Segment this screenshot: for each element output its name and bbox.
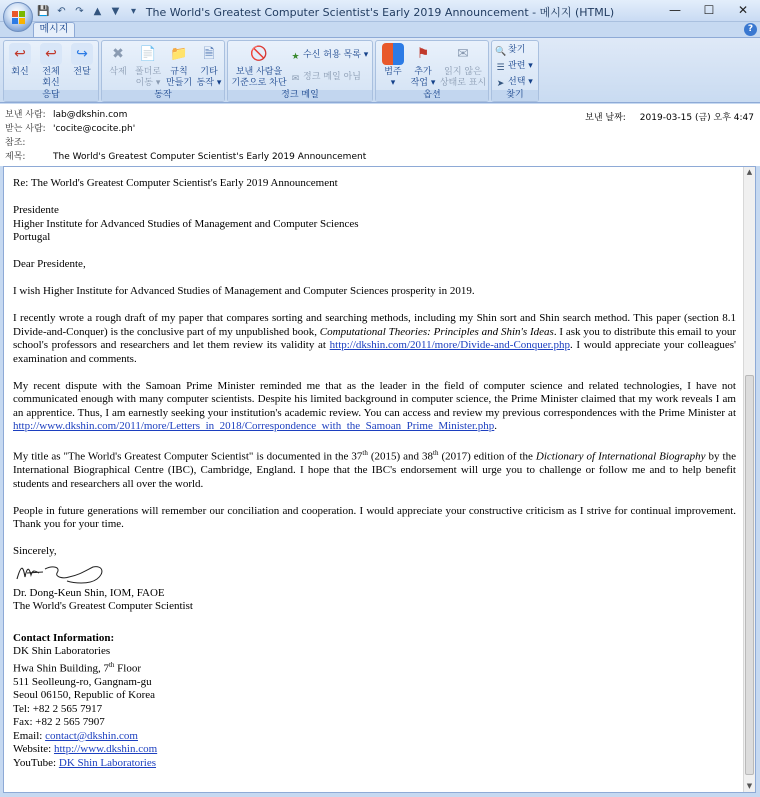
contact-building: Hwa Shin Building, 7th Floor: [13, 660, 141, 675]
group-options: [375, 40, 489, 102]
signer-name: Dr. Dong-Keun Shin, IOM, FAOE: [13, 586, 165, 599]
related-button[interactable]: ☰ 관련 ▾: [496, 61, 533, 73]
follow-up-button[interactable]: ⚑ 추가 작업 ▾: [408, 43, 438, 89]
redo-icon[interactable]: ↷: [75, 5, 84, 17]
contact-youtube: YouTube: DK Shin Laboratories: [13, 756, 157, 769]
group-label-find: 찾기: [492, 90, 538, 101]
paragraph-2: I recently wrote a rough draft of my paper that compares sorting and searching methods, including my Shin sort and Shin search method. This paper (section 8.1 Divide-and-Conquer) is the conclusive part of my unpublished book, Computational Theories: Principles and Shin's Ideas. I ask you to distribute this email to your school's professors and researchers and let them review its validity at http://dkshin.com/2011/more/Divide-and-Conquer.php. I would appreciate your colleagues' examination and comments.: [13, 312, 736, 365]
find-button[interactable]: 🔍 찾기: [495, 45, 526, 57]
mark-unread-button[interactable]: ✉ 읽지 않은 상태로 표시: [438, 43, 488, 89]
cc-label: 참조:: [5, 138, 26, 148]
office-logo-icon: [12, 11, 25, 24]
reply-all-button[interactable]: ↩ 전체 회신: [36, 43, 66, 89]
contact-city: Seoul 06150, Republic of Korea: [13, 689, 156, 702]
reply-all-icon: ↩: [40, 43, 62, 65]
group-label-options: 옵션: [376, 90, 488, 101]
delete-button[interactable]: ✖ 삭제: [104, 43, 132, 78]
scroll-up-arrow-icon[interactable]: ▲: [746, 168, 753, 176]
create-rule-icon: 📁: [170, 46, 188, 62]
group-label-junk-mail: 정크 메일: [228, 90, 372, 101]
to-label: 받는 사람:: [5, 124, 46, 134]
next-item-icon[interactable]: ▼: [111, 5, 120, 17]
minimize-button[interactable]: —: [669, 3, 681, 17]
follow-up-flag-icon: ⚑: [416, 46, 430, 62]
close-button[interactable]: ✕: [737, 3, 749, 17]
message-content: [13, 177, 736, 770]
group-respond: [3, 40, 99, 102]
not-junk-button[interactable]: ✉ 정크 메일 아님: [291, 72, 361, 84]
block-sender-button[interactable]: 🚫 보낸 사람을 기준으로 차단: [230, 43, 288, 89]
group-label-actions: 동작: [102, 90, 224, 101]
categorize-button[interactable]: 범주 ▾: [378, 43, 408, 89]
group-label-respond: 응답: [4, 90, 98, 101]
subject-value: The World's Greatest Computer Scientist's Early 2019 Announcement: [53, 152, 367, 162]
customize-toolbar-icon[interactable]: ▾: [130, 5, 137, 17]
ribbon: [0, 37, 760, 103]
safe-list-button[interactable]: ★ 수신 허용 목록 ▾: [291, 50, 369, 62]
signer-title: The World's Greatest Computer Scientist: [13, 600, 193, 613]
delete-icon: ✖: [112, 46, 124, 62]
to-row: [5, 123, 135, 136]
window-controls: [658, 0, 760, 20]
move-to-folder-button[interactable]: 📄 폴더로 이동 ▾: [132, 43, 164, 89]
forward-icon: ↪: [71, 43, 93, 65]
sent-value: 2019-03-15 (금) 오후 4:47: [639, 113, 754, 123]
email-link[interactable]: contact@dkshin.com: [45, 729, 138, 742]
website-link[interactable]: http://www.dkshin.com: [53, 743, 158, 756]
scrollbar-thumb[interactable]: [745, 375, 754, 775]
other-actions-icon: 🗎: [203, 46, 215, 62]
reply-button[interactable]: ↩ 회신: [6, 43, 34, 78]
book-title: Computational Theories: Principles and Shin's Ideas: [319, 325, 554, 338]
from-row: [5, 109, 127, 122]
group-find: [491, 40, 539, 102]
find-binoculars-icon: 🔍: [495, 47, 507, 57]
paragraph-5: People in future generations will remember our conciliation and cooperation. I would appreciate your constructive criticism as I strive for continual improvement. Thank you for your time.: [13, 504, 736, 531]
recipient-block: Presidente Higher Institute for Advanced Studies of Management and Computer Sciences Portugal: [13, 204, 359, 243]
ribbon-tab-bar: [0, 22, 760, 37]
from-label: 보낸 사람:: [5, 110, 46, 120]
reply-icon: ↩: [9, 43, 31, 65]
to-value[interactable]: 'cocite@cocite.ph': [53, 124, 136, 134]
previous-item-icon[interactable]: ▲: [93, 5, 102, 17]
message-header: [0, 104, 760, 166]
office-button[interactable]: [3, 2, 33, 32]
contact-email: Email: contact@dkshin.com: [13, 729, 138, 742]
block-sender-icon: 🚫: [250, 46, 268, 62]
correspondence-link[interactable]: http://www.dkshin.com/2011/more/Letters_in_2018/Correspondence_with_the_Samoan_Prime_Minister.php: [13, 420, 495, 432]
youtube-link[interactable]: DK Shin Laboratories: [58, 756, 157, 769]
group-actions: [101, 40, 225, 102]
window-title: The World's Greatest Computer Scientist's Early 2019 Announcement - 메시지 (HTML): [145, 6, 615, 19]
paragraph-4: My title as "The World's Greatest Computer Scientist" is documented in the 37th (2015) and 38th (2017) edition of the Dictionary of International Biography by the International Biographical Centre (IBC), Cambridge, England. I hope that the IBC's endorsement will urge you to challenge or follow me and to help benefit students and researchers all over the world.: [13, 449, 736, 490]
create-rule-button[interactable]: 📁 규칙 만들기: [164, 43, 194, 89]
contact-org: DK Shin Laboratories: [13, 645, 111, 658]
closing: Sincerely,: [13, 545, 57, 558]
other-actions-button[interactable]: 🗎 기타 동작 ▾: [194, 43, 224, 89]
mark-unread-icon: ✉: [457, 46, 469, 62]
salutation: Dear Presidente,: [13, 258, 86, 270]
contact-street: 511 Seolleung-ro, Gangnam-gu: [13, 675, 152, 688]
scroll-down-arrow-icon[interactable]: ▼: [746, 782, 753, 790]
divide-and-conquer-link[interactable]: http://dkshin.com/2011/more/Divide-and-Conquer.php: [329, 339, 570, 351]
forward-button[interactable]: ↪ 전달: [68, 43, 96, 78]
signature-image: [13, 559, 105, 587]
sent-label: 보낸 날짜:: [585, 113, 626, 123]
contact-heading: Contact Information:: [13, 631, 115, 644]
tab-message[interactable]: 메시지: [33, 22, 75, 37]
help-icon[interactable]: ?: [744, 23, 757, 36]
move-to-folder-icon: 📄: [139, 46, 157, 62]
contact-website: Website: http://www.dkshin.com: [13, 743, 158, 756]
subject-row: [5, 151, 366, 164]
title-bar: [0, 0, 760, 22]
not-junk-icon: ✉: [291, 74, 300, 84]
paragraph-1: I wish Higher Institute for Advanced Studies of Management and Computer Sciences prosperity in 2019.: [13, 285, 475, 297]
select-arrow-icon: ➤: [496, 79, 505, 89]
save-icon[interactable]: 💾: [37, 5, 50, 17]
re-line: Re: The World's Greatest Computer Scientist's Early 2019 Announcement: [13, 177, 338, 189]
contact-tel: Tel: +82 2 565 7917: [13, 702, 103, 715]
group-junk-mail: [227, 40, 373, 102]
categorize-icon: [382, 43, 404, 65]
dictionary-title: Dictionary of International Biography: [535, 450, 706, 463]
from-value[interactable]: lab@dkshin.com: [53, 110, 128, 120]
select-button[interactable]: ➤ 선택 ▾: [496, 77, 533, 89]
message-body[interactable]: [3, 166, 756, 793]
contact-fax: Fax: +82 2 565 7907: [13, 716, 105, 729]
related-icon: ☰: [496, 63, 505, 73]
maximize-button[interactable]: ☐: [703, 3, 715, 17]
undo-icon[interactable]: ↶: [57, 5, 66, 17]
cc-row: [5, 137, 53, 150]
paragraph-3: My recent dispute with the Samoan Prime Minister reminded me that as the leader in the field of computer science and related technologies, I have not communicated enough with many computer scientists. Despite his limited background in computer science, the Prime Minister claimed that my work reveals I am an apprentice. Thus, I am earnestly seeking your institution's academic review. You can access and review my previous correspondences with the Prime Minister at http://www.dkshin.com/2011/more/Letters_in_2018/Correspondence_with_the_Samoan_Prime_Minister.php.: [13, 379, 736, 432]
vertical-scrollbar[interactable]: [743, 167, 755, 792]
sent-date: [585, 110, 754, 123]
subject-label: 제목:: [5, 152, 26, 162]
safe-list-icon: ★: [291, 52, 300, 62]
